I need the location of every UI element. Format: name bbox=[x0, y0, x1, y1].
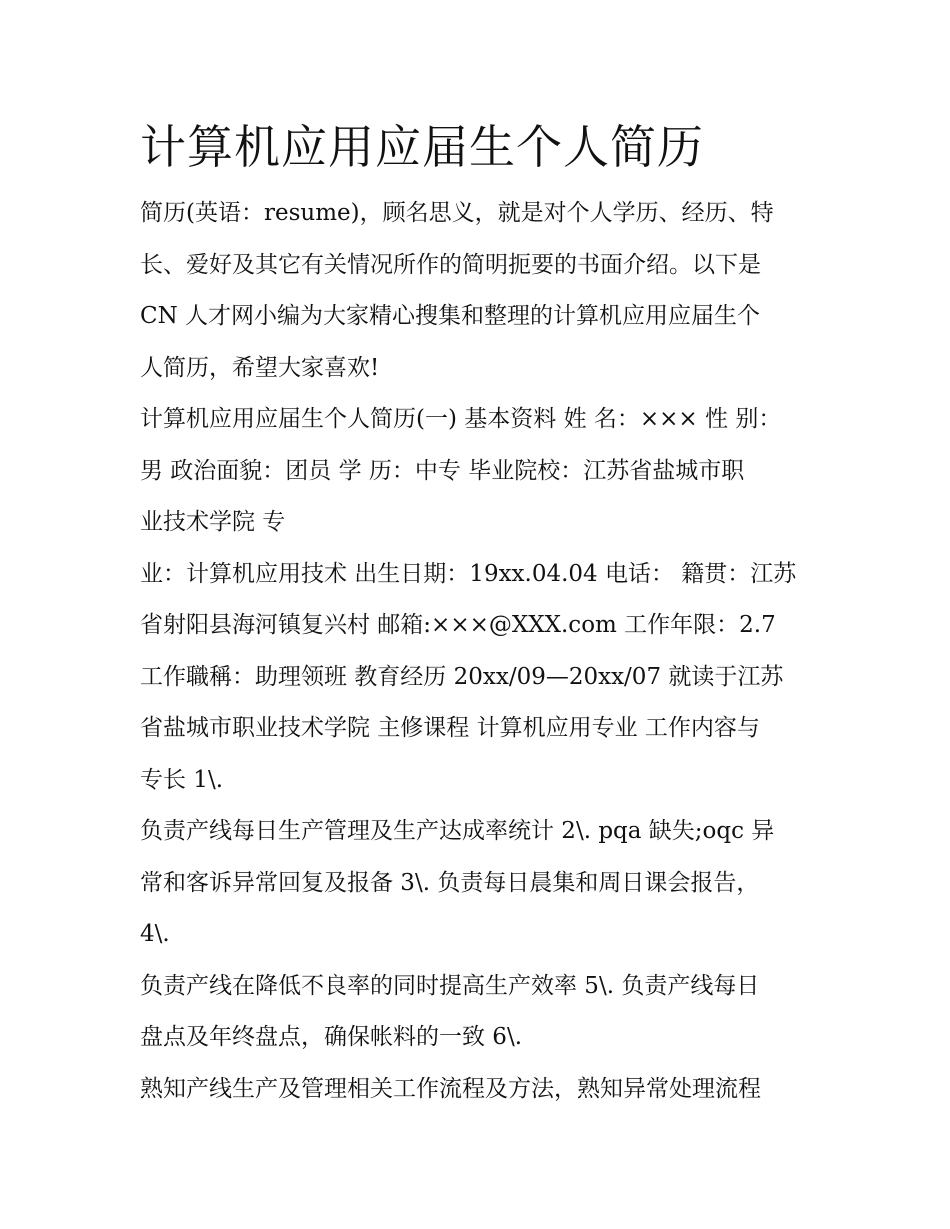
text-line: 计算机应用应届生个人简历(一) 基本资料 姓 名：××× 性 别： bbox=[140, 406, 782, 432]
text-line: 盘点及年终盘点，确保帐料的一致 6\. bbox=[140, 1024, 523, 1050]
education-paragraph bbox=[140, 652, 820, 807]
text-line: 熟知产线生产及管理相关工作流程及方法，熟知异常处理流程 bbox=[140, 1075, 761, 1102]
text-line: 专长 1\. bbox=[140, 766, 224, 793]
text-line: 男 政治面貌：团员 学 历：中专 毕业院校：江苏省盐城市职 bbox=[140, 457, 745, 484]
text-line: 人简历，希望大家喜欢! bbox=[140, 354, 380, 381]
text-line: 业：计算机应用技术 出生日期：19xx.04.04 电话： 籍贯：江苏 bbox=[140, 560, 797, 587]
text-line: 常和客诉异常回复及报备 3\. 负责每日晨集和周日课会报告， bbox=[140, 869, 760, 896]
text-line: 省盐城市职业技术学院 主修课程 计算机应用专业 工作内容与 bbox=[140, 715, 760, 741]
intro-paragraph bbox=[140, 188, 820, 394]
text-line: 长、爱好及其它有关情况所作的简明扼要的书面介绍。以下是 bbox=[140, 251, 761, 278]
text-line: 负责产线在降低不良率的同时提高生产效率 5\. 负责产线每日 bbox=[140, 972, 760, 999]
skills-paragraph bbox=[140, 1064, 820, 1116]
text-line: 负责产线每日生产管理及生产达成率统计 2\. pqa 缺失;oqc 异 bbox=[140, 818, 775, 844]
basic-info-paragraph bbox=[140, 394, 820, 549]
text-line: 省射阳县海河镇复兴村 邮箱:×××@XXX.com 工作年限：2.7 bbox=[140, 612, 776, 638]
document-page bbox=[140, 112, 820, 1115]
document-title: 计算机应用应届生个人简历 bbox=[140, 120, 704, 174]
duty-paragraph-1 bbox=[140, 806, 820, 961]
major-paragraph bbox=[140, 549, 820, 652]
text-line: CN 人才网小编为大家精心搜集和整理的计算机应用应届生个 bbox=[140, 303, 761, 329]
text-line: 4\. bbox=[140, 921, 170, 947]
text-line: 简历(英语：resume)，顾名思义，就是对个人学历、经历、特 bbox=[140, 200, 774, 226]
text-line: 工作職稱：助理领班 教育经历 20xx/09—20xx/07 就读于江苏 bbox=[140, 663, 784, 690]
duty-paragraph-2 bbox=[140, 961, 820, 1064]
text-line: 业技术学院 专 bbox=[140, 509, 286, 535]
